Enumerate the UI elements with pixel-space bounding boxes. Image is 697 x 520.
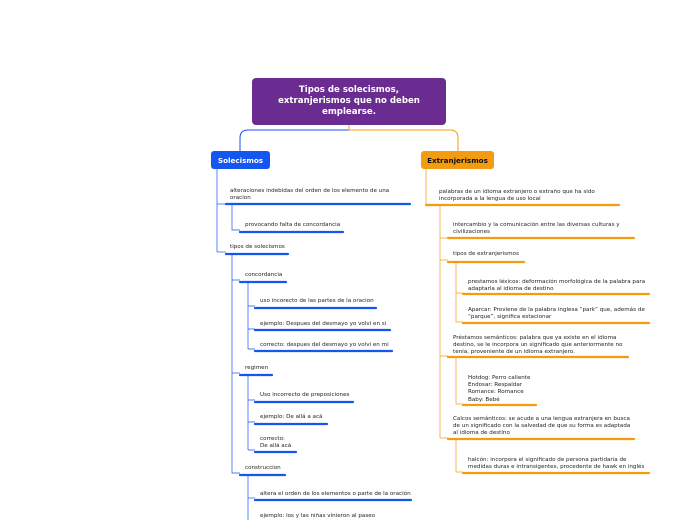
- node-regimen-item[interactable]: [260, 414, 322, 421]
- node-text: prestamos léxicos: deformación morfológica de la palabra para adaptarla al idioma de destino: [468, 279, 646, 293]
- root-title: Tipos de solecismos, extranjerismos que no deben emplearse.: [278, 85, 420, 117]
- node-text: Calcos semánticos: se acude a una lengua extranjera en busca de un significado con la salvedad de que su forma es adaptada al idioma de destino: [453, 416, 631, 437]
- node-tipos-extranjerismos[interactable]: [453, 251, 519, 258]
- node-tipos-solecismos[interactable]: [230, 244, 285, 251]
- node-construccion-item[interactable]: [260, 491, 411, 498]
- node-regimen[interactable]: [245, 365, 268, 372]
- node-intercambio[interactable]: [453, 222, 620, 236]
- node-text: intercambio y la comunicación entre las diversas culturas y civilizaciones: [453, 222, 620, 236]
- root-topic[interactable]: [252, 78, 446, 125]
- node-solecismo-definition[interactable]: [230, 188, 389, 202]
- node-regimen-item[interactable]: [260, 436, 291, 450]
- node-text: palabras de un idioma extranjero o extraño que ha sido incorporada a la lengua de uso local: [439, 189, 595, 203]
- node-concordancia-item[interactable]: [260, 342, 389, 349]
- node-text: concordancia: [245, 272, 283, 278]
- branch-label: Solecismos: [217, 155, 264, 165]
- branch-label: Extranjerismos: [427, 155, 488, 165]
- node-concordancia[interactable]: [245, 272, 282, 279]
- node-text: halcón: incorpora el significado de persona partidaria de medidas duras e intransigentes, procedente de hawk en inglés: [468, 457, 645, 471]
- node-text: alteraciones indebidas del orden de los elemento de una oracion: [230, 188, 390, 202]
- node-text: correcto: despues del desmayo yo volvi en mi: [260, 342, 389, 348]
- node-concordancia-item[interactable]: [260, 321, 386, 328]
- branch-solecismos[interactable]: [211, 151, 270, 169]
- node-text: Hotdog: Perro caliente Endosar: Respaldar Romance: Romance Baby: Bebé: [468, 375, 531, 403]
- node-text: ejemplo: los y las niñas vinieron al paseo: [260, 513, 376, 519]
- branch-extranjerismos[interactable]: [421, 151, 494, 169]
- node-text: Uso incorrecto de preposiciones: [260, 392, 350, 398]
- node-halcon[interactable]: [468, 457, 644, 471]
- node-construccion[interactable]: [245, 465, 281, 472]
- node-text: ejemplo: De allá a acá: [260, 414, 323, 420]
- node-text: ejemplo: Despues del desmayo yo volvi en si: [260, 321, 387, 327]
- node-text: Aparcar: Proviene de la palabra inglesa “park” que, además de “parque”, significa estacionar: [468, 307, 645, 321]
- node-prestamos-semanticos[interactable]: [453, 335, 622, 357]
- node-text: altera el orden de los elementos o parte de la oración: [260, 491, 411, 497]
- connector-root-solecismos: [240, 125, 349, 151]
- node-calcos-semanticos[interactable]: [453, 416, 630, 438]
- node-extranjerismo-definition[interactable]: [439, 189, 595, 203]
- node-text: provocando falta de concordancia: [245, 222, 341, 228]
- node-text: tipos de solecismos: [230, 244, 285, 250]
- node-falta-concordancia[interactable]: [245, 222, 340, 229]
- node-text: construccion: [245, 465, 281, 471]
- node-text: uso incorecto de las partes de la oracion: [260, 298, 374, 304]
- node-ejemplos-semanticos[interactable]: [468, 375, 530, 404]
- node-prestamos-lexicos[interactable]: [468, 279, 645, 293]
- node-regimen-item[interactable]: [260, 392, 349, 399]
- node-text: correcto: De allá acá: [260, 436, 292, 450]
- connector-root-extranjerismos: [349, 125, 458, 151]
- node-construccion-item[interactable]: [260, 513, 375, 520]
- node-text: tipos de extranjerismos: [453, 251, 519, 257]
- node-concordancia-item[interactable]: [260, 298, 374, 305]
- node-text: Préstamos semánticos: palabra que ya existe en el idioma destino, se le incorpora un significado que anteriormente no tenía, proveniente de un idioma extranjero.: [453, 335, 623, 356]
- node-text: regimen: [245, 365, 269, 371]
- node-aparcar[interactable]: [468, 307, 645, 321]
